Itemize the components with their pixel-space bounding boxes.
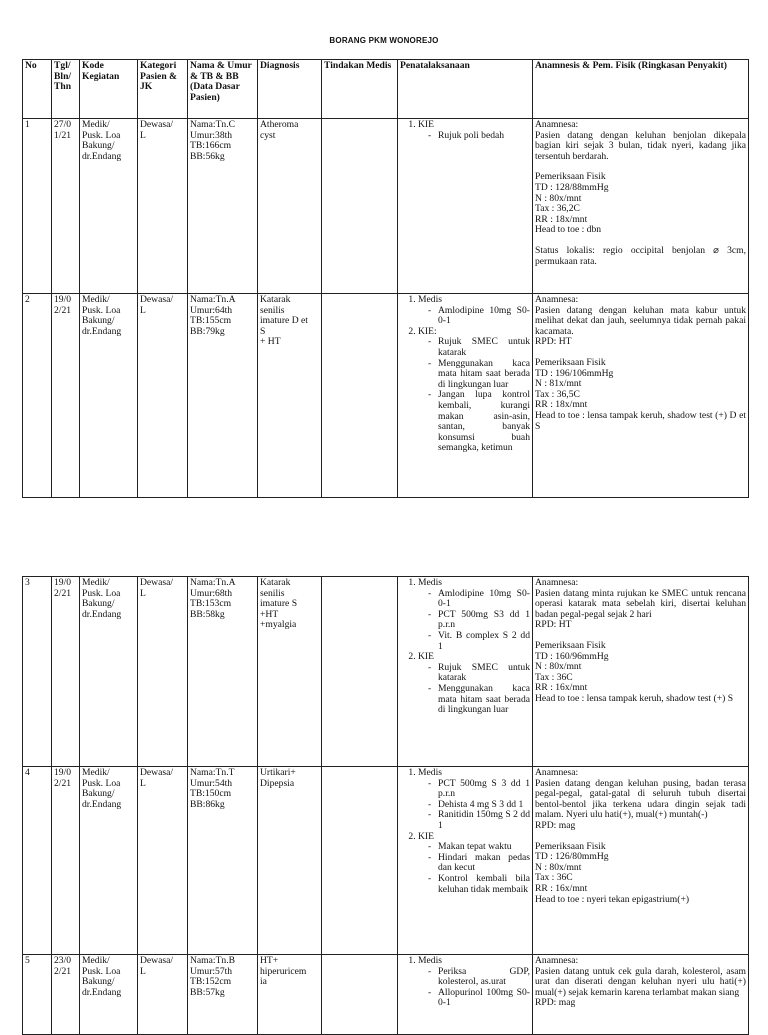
cell-line: Anamnesa:	[535, 955, 579, 966]
cell-line: Medik/	[82, 767, 110, 778]
cell-line: Medik/	[82, 955, 110, 966]
cell-anamnesis	[533, 767, 749, 955]
plan-list	[400, 956, 530, 1009]
cell-line: Nama:Tn.C	[190, 119, 236, 130]
plan-subitem: - Rujuk SMEC untuk katarak	[428, 663, 530, 684]
cell-line: 19/0	[54, 767, 72, 778]
cell-line: Bakung/	[82, 976, 115, 988]
cell-line: TD : 196/106mmHg	[535, 367, 614, 379]
cell-line: 27/0	[54, 119, 72, 130]
plan-subitem: - Hindari makan pedas dan kecut	[428, 853, 530, 874]
cell-line: Pasien datang untuk cek gula darah, kolesterol, asam urat dan diserati dengan keluhan nyeri ulu hati(+) mual(+) sejak kemarin karena terlambat makan siang	[535, 965, 749, 998]
cell-line: dr.Endang	[82, 325, 122, 337]
cell-line: 1/21	[54, 129, 72, 141]
plan-sublist	[418, 663, 530, 716]
header-tgl: Tgl/ Bln/ Thn	[52, 60, 80, 119]
cell-patient-data	[188, 119, 258, 294]
cell-diagnosis	[258, 767, 322, 955]
plan-subitem: - Kontrol kembali bila keluhan tidak membaik	[428, 874, 530, 895]
cell-line: L	[140, 129, 146, 141]
cell-tindakan	[322, 955, 398, 1035]
cell-line: RPD: mag	[535, 997, 576, 1009]
cell-date	[52, 955, 80, 1035]
header-kategori: Kategori Pasien & JK	[138, 60, 188, 119]
cell-penatalaksanaan	[398, 767, 533, 955]
cell-line: TD : 128/88mmHg	[535, 181, 609, 193]
cell-line: N : 81x/mnt	[535, 378, 582, 390]
cell-line: Nama:Tn.T	[190, 767, 235, 778]
plan-subitem: - Amlodipine 10mg S0-0-1	[428, 306, 530, 327]
cell-line: dr.Endang	[82, 150, 122, 162]
cell-line: Bakung/	[82, 315, 115, 327]
cell-line: Pusk. Loa	[82, 777, 121, 789]
cell-line: TB:166cm	[190, 140, 232, 152]
cell-patient-data	[188, 577, 258, 767]
plan-subitem: - Menggunakan kaca mata hitam saat berada di lingkungan luar	[428, 684, 530, 716]
cell-line: Pusk. Loa	[82, 304, 121, 316]
cell-line: cyst	[260, 129, 276, 141]
cell-line: Dipepsia	[260, 777, 295, 789]
cell-line: senilis	[260, 587, 285, 599]
cell-diagnosis	[258, 294, 322, 498]
cell-patient-data	[188, 767, 258, 955]
cell-anamnesis	[533, 294, 749, 498]
cell-line: Status lokalis: regio occipital benjolan ⌀ 3cm, permukaan rata.	[535, 244, 749, 267]
header-anamnesis: Anamnesis & Pem. Fisik (Ringkasan Penyakit)	[533, 60, 749, 119]
cell-line: Umur:68th	[190, 587, 233, 599]
plan-subitem: - PCT 500mg S3 dd 1 p.r.n	[428, 610, 530, 631]
plan-label: Medis	[418, 955, 442, 966]
cell-line: Nama:Tn.B	[190, 955, 236, 966]
plan-label: KIE	[418, 830, 434, 842]
cell-line: 2/21	[54, 587, 72, 599]
header-nama: Nama & Umur & TB & BB (Data Dasar Pasien)	[188, 60, 258, 119]
table-row	[23, 577, 749, 767]
plan-subitem: - Menggunakan kaca mata hitam saat berada di lingkungan luar	[428, 359, 530, 391]
plan-label: Medis	[418, 577, 442, 588]
plan-item	[418, 578, 530, 652]
cell-kode-kegiatan	[80, 577, 138, 767]
cell-line: + HT	[260, 336, 281, 348]
cell-diagnosis	[258, 119, 322, 294]
cell-line: ia	[260, 976, 267, 988]
cell-line: 2/21	[54, 304, 72, 316]
table-row	[23, 767, 749, 955]
plan-subitem: - Allopurinol 100mg S0-0-1	[428, 988, 530, 1009]
cell-kode-kegiatan	[80, 767, 138, 955]
cell-line: RPD: HT	[535, 336, 572, 348]
cell-line: L	[140, 965, 146, 977]
cell-kategori	[138, 955, 188, 1035]
cell-line: Dewasa/	[140, 577, 174, 588]
cell-line: Pasien datang dengan keluhan benjolan dikepala bagian kiri sejak 3 bulan, tidak nyeri, kadang jika tersentuh berdarah.	[535, 129, 749, 162]
cell-kategori	[138, 577, 188, 767]
cell-date	[52, 767, 80, 955]
cell-anamnesis	[533, 577, 749, 767]
cell-line: TD : 126/80mmHg	[535, 851, 609, 863]
cell-line: Pemeriksaan Fisik	[535, 639, 606, 651]
cell-penatalaksanaan	[398, 119, 533, 294]
cell-line: RR : 16x/mnt	[535, 682, 588, 694]
cell-line: +myalgia	[260, 619, 297, 631]
cell-line: TB:152cm	[190, 976, 232, 988]
plan-sublist	[418, 842, 530, 895]
cell-line: Anamnesa:	[535, 294, 579, 305]
document-title: BORANG PKM WONOREJO	[329, 36, 439, 45]
cell-line: Nama:Tn.A	[190, 294, 236, 305]
cell-line: Medik/	[82, 577, 110, 588]
plan-subitem: - Dehista 4 mg S 3 dd 1	[428, 800, 530, 811]
table-row	[23, 294, 749, 498]
cell-kategori	[138, 294, 188, 498]
cell-line: 23/0	[54, 955, 72, 966]
cell-penatalaksanaan	[398, 294, 533, 498]
cell-line: BB:58kg	[190, 608, 225, 620]
header-kode: Kode Kegiatan	[80, 60, 138, 119]
plan-list	[400, 768, 530, 895]
cell-line: Head to toe : dbn	[535, 224, 602, 236]
cell-line: L	[140, 777, 146, 789]
plan-list	[400, 578, 530, 716]
cell-kode-kegiatan	[80, 119, 138, 294]
header-tindakan: Tindakan Medis	[322, 60, 398, 119]
cell-line: HT+	[260, 955, 279, 966]
cell-line: Anamnesa:	[535, 577, 579, 588]
cell-line: imature D et	[260, 315, 308, 327]
plan-item	[418, 652, 530, 716]
plan-sublist	[418, 131, 530, 142]
cell-line: N : 80x/mnt	[535, 861, 582, 873]
plan-sublist	[418, 337, 530, 454]
cell-tindakan	[322, 577, 398, 767]
cell-patient-data	[188, 294, 258, 498]
cell-kode-kegiatan	[80, 294, 138, 498]
cell-line: TB:153cm	[190, 598, 232, 610]
cell-line: Tax : 36C	[535, 872, 573, 884]
cell-line: Pasien datang dengan keluhan pusing, badan terasa pegal-pegal, gatal-gatal di seluruh tubuh disertai bentol-bentol jika terkena udara dingin sejak tadi malam. Nyeri ulu hati(+), mual(+) muntah(-)	[535, 777, 749, 821]
cell-no: 5	[23, 955, 52, 1035]
cell-line: N : 80x/mnt	[535, 192, 582, 204]
cell-line: TD : 160/96mmHg	[535, 650, 609, 662]
plan-subitem: - Amlodipine 10mg S0-0-1	[428, 589, 530, 610]
cell-line: BB:57kg	[190, 986, 225, 998]
cell-line: Pemeriksaan Fisik	[535, 171, 606, 183]
cell-line: Atheroma	[260, 119, 299, 130]
cell-line: Umur:64th	[190, 304, 233, 316]
cell-kategori	[138, 767, 188, 955]
cell-line: RR : 18x/mnt	[535, 213, 588, 225]
cell-line: Pasien datang dengan keluhan mata kabur untuk melihat dekat dan jauh, seelumnya tidak pernah pakai kacamata.	[535, 304, 749, 337]
plan-label: Medis	[418, 294, 442, 305]
cell-line: Pusk. Loa	[82, 129, 121, 141]
cell-line: dr.Endang	[82, 986, 122, 998]
patient-table-page-1	[22, 59, 749, 498]
plan-subitem: - Ranitidin 150mg S 2 dd 1	[428, 810, 530, 831]
cell-anamnesis	[533, 119, 749, 294]
plan-subitem: - Rujuk SMEC untuk katarak	[428, 337, 530, 358]
cell-line: 19/0	[54, 294, 72, 305]
cell-date	[52, 119, 80, 294]
plan-subitem: - Jangan lupa kontrol kembali, kurangi makan asin-asin, santan, banyak konsumsi buah semangka, ketimun	[428, 390, 530, 454]
cell-line: RR : 16x/mnt	[535, 882, 588, 894]
cell-tindakan	[322, 119, 398, 294]
table-row	[23, 955, 749, 1035]
cell-line: Pusk. Loa	[82, 587, 121, 599]
cell-diagnosis	[258, 577, 322, 767]
plan-list	[400, 295, 530, 454]
cell-line: Umur:54th	[190, 777, 233, 789]
cell-no: 2	[23, 294, 52, 498]
cell-line: Pemeriksaan Fisik	[535, 840, 606, 852]
cell-line: TB:150cm	[190, 788, 232, 800]
plan-item	[418, 120, 530, 141]
cell-line: Umur:57th	[190, 965, 233, 977]
plan-item	[418, 956, 530, 1009]
cell-anamnesis	[533, 955, 749, 1035]
header-penatalaksanaan: Penatalaksanaan	[398, 60, 533, 119]
cell-line: Anamnesa:	[535, 119, 579, 130]
cell-line: Bakung/	[82, 598, 115, 610]
cell-line: Anamnesa:	[535, 767, 579, 778]
cell-line: Tax : 36,5C	[535, 388, 580, 400]
cell-date	[52, 577, 80, 767]
cell-kategori	[138, 119, 188, 294]
cell-line: 2/21	[54, 777, 72, 789]
cell-line: Head to toe : nyeri tekan epigastrium(+)	[535, 893, 690, 905]
cell-line: senilis	[260, 304, 285, 316]
plan-subitem: - PCT 500mg S 3 dd 1 p.r.n	[428, 779, 530, 800]
cell-line: S	[260, 325, 266, 337]
plan-sublist	[418, 779, 530, 832]
cell-line: Medik/	[82, 294, 110, 305]
plan-item	[418, 832, 530, 896]
table-header-row	[23, 60, 749, 119]
header-diagnosis: Diagnosis	[258, 60, 322, 119]
plan-item	[418, 295, 530, 327]
plan-subitem: - Periksa GDP, kolesterol, as.urat	[428, 967, 530, 988]
cell-line: BB:86kg	[190, 798, 225, 810]
plan-list	[400, 120, 530, 141]
cell-line: Bakung/	[82, 140, 115, 152]
cell-line: Head to toe : lensa tampak keruh, shadow test (+) S	[535, 692, 734, 704]
cell-line: dr.Endang	[82, 608, 122, 620]
cell-line: Tax : 36C	[535, 671, 573, 683]
cell-line: Dewasa/	[140, 119, 174, 130]
cell-tindakan	[322, 294, 398, 498]
cell-line: imature S	[260, 598, 298, 610]
cell-line: Head to toe : lensa tampak keruh, shadow test (+) D et S	[535, 409, 749, 432]
cell-line: RR : 18x/mnt	[535, 399, 588, 411]
cell-line: +HT	[260, 608, 279, 620]
plan-label: Medis	[418, 767, 442, 778]
cell-line: Bakung/	[82, 788, 115, 800]
cell-line: N : 80x/mnt	[535, 661, 582, 673]
patient-table-page-2	[22, 576, 749, 1035]
cell-line: Katarak	[260, 294, 291, 305]
plan-label: KIE	[418, 651, 434, 663]
cell-no: 3	[23, 577, 52, 767]
plan-subitem: - Vit. B complex S 2 dd 1	[428, 631, 530, 652]
cell-no: 1	[23, 119, 52, 294]
cell-tindakan	[322, 767, 398, 955]
cell-line: Katarak	[260, 577, 291, 588]
plan-sublist	[418, 306, 530, 327]
table-row	[23, 119, 749, 294]
cell-penatalaksanaan	[398, 955, 533, 1035]
cell-date	[52, 294, 80, 498]
cell-line: TB:155cm	[190, 315, 232, 327]
cell-line: Tax : 36,2C	[535, 203, 580, 215]
cell-line: Nama:Tn.A	[190, 577, 236, 588]
plan-item	[418, 768, 530, 832]
cell-line: BB:79kg	[190, 325, 225, 337]
cell-line: L	[140, 304, 146, 316]
cell-line: dr.Endang	[82, 798, 122, 810]
plan-subitem: - Makan tepat waktu	[428, 842, 530, 853]
cell-line: Urtikari+	[260, 767, 296, 778]
cell-line: Medik/	[82, 119, 110, 130]
cell-diagnosis	[258, 955, 322, 1035]
cell-kode-kegiatan	[80, 955, 138, 1035]
cell-penatalaksanaan	[398, 577, 533, 767]
cell-line: RPD: mag	[535, 819, 576, 831]
plan-subitem: - Rujuk poli bedah	[428, 131, 530, 142]
cell-line: RPD: HT	[535, 619, 572, 631]
cell-line: 19/0	[54, 577, 72, 588]
cell-line: hiperuricem	[260, 965, 307, 977]
cell-line: Pusk. Loa	[82, 965, 121, 977]
plan-sublist	[418, 589, 530, 653]
cell-patient-data	[188, 955, 258, 1035]
plan-label: KIE	[418, 119, 434, 130]
plan-item	[418, 327, 530, 454]
header-no: No	[23, 60, 52, 119]
cell-line: BB:56kg	[190, 150, 225, 162]
cell-no: 4	[23, 767, 52, 955]
cell-line: 2/21	[54, 965, 72, 977]
cell-line: Pemeriksaan Fisik	[535, 356, 606, 368]
cell-line: Dewasa/	[140, 294, 174, 305]
cell-line: Umur:38th	[190, 129, 233, 141]
cell-line: L	[140, 587, 146, 599]
plan-sublist	[418, 967, 530, 1009]
plan-label: KIE:	[418, 325, 437, 337]
cell-line: Dewasa/	[140, 767, 174, 778]
cell-line: Pasien datang minta rujukan ke SMEC untuk rencana operasi katarak mata sebelah kiri, disertai keluhan badan pegal-pegal sejak 2 hari	[535, 587, 749, 620]
cell-line: Dewasa/	[140, 955, 174, 966]
